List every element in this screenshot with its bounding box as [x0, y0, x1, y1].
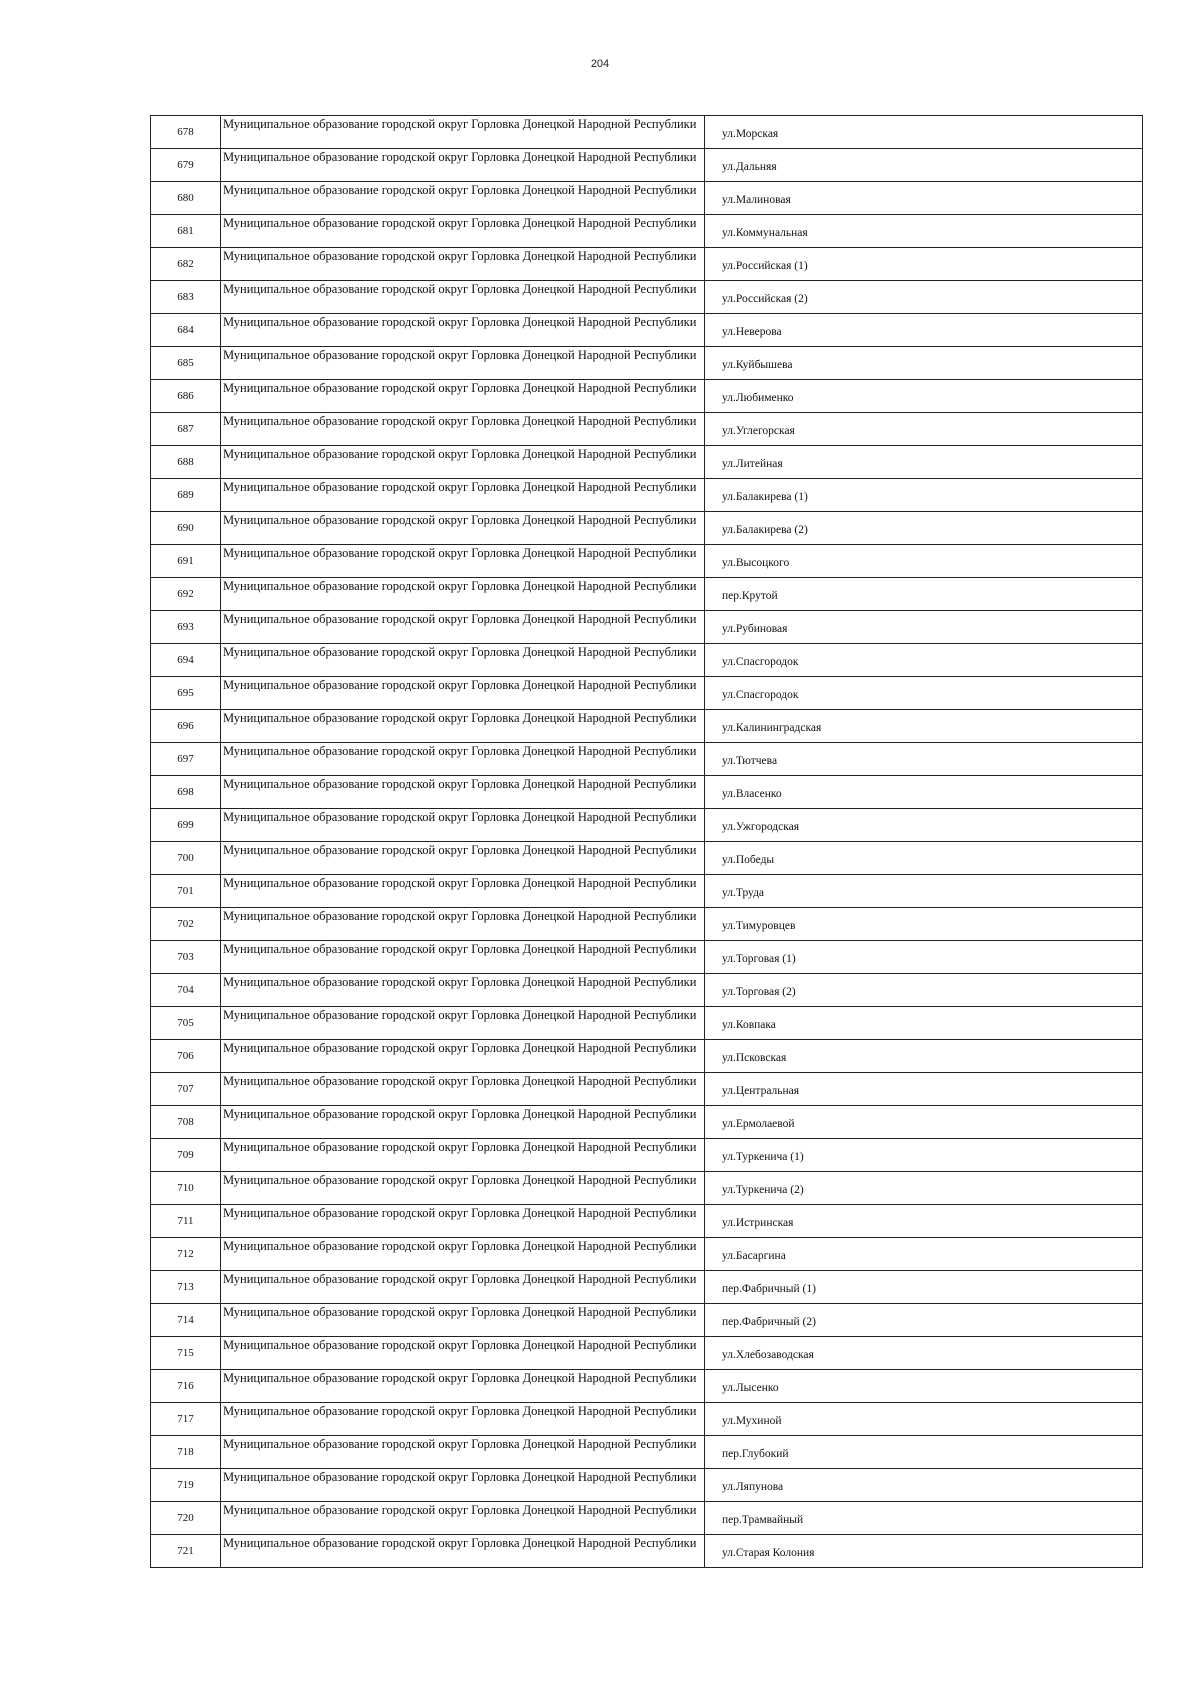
table-row: [151, 182, 1143, 215]
municipality-name: Муниципальное образование городской округ Горловка Донецкой Народной Республики: [221, 1304, 705, 1337]
municipality-name: Муниципальное образование городской округ Горловка Донецкой Народной Республики: [221, 776, 705, 809]
street-name: ул.Псковская: [705, 1040, 1143, 1073]
table-row: [151, 314, 1143, 347]
street-name: ул.Калининградская: [705, 710, 1143, 743]
street-name: ул.Тимуровцев: [705, 908, 1143, 941]
table-body: [151, 116, 1143, 1568]
municipality-name: Муниципальное образование городской округ Горловка Донецкой Народной Республики: [221, 1502, 705, 1535]
municipality-name: Муниципальное образование городской округ Горловка Донецкой Народной Республики: [221, 1337, 705, 1370]
municipality-name: Муниципальное образование городской округ Горловка Донецкой Народной Республики: [221, 1370, 705, 1403]
page-number: 204: [590, 58, 610, 70]
table-row: [151, 1535, 1143, 1568]
municipality-name: Муниципальное образование городской округ Горловка Донецкой Народной Республики: [221, 1271, 705, 1304]
street-name: ул.Морская: [705, 116, 1143, 149]
municipality-name: Муниципальное образование городской округ Горловка Донецкой Народной Республики: [221, 1139, 705, 1172]
row-number: 711: [151, 1205, 221, 1238]
municipality-name: Муниципальное образование городской округ Горловка Донецкой Народной Республики: [221, 1040, 705, 1073]
municipality-name: Муниципальное образование городской округ Горловка Донецкой Народной Республики: [221, 875, 705, 908]
municipality-name: Муниципальное образование городской округ Горловка Донецкой Народной Республики: [221, 644, 705, 677]
street-name: ул.Туркенича (1): [705, 1139, 1143, 1172]
row-number: 717: [151, 1403, 221, 1436]
municipality-name: Муниципальное образование городской округ Горловка Донецкой Народной Республики: [221, 1403, 705, 1436]
row-number: 697: [151, 743, 221, 776]
street-name: ул.Победы: [705, 842, 1143, 875]
row-number: 708: [151, 1106, 221, 1139]
row-number: 706: [151, 1040, 221, 1073]
table-row: [151, 875, 1143, 908]
row-number: 687: [151, 413, 221, 446]
table-row: [151, 611, 1143, 644]
table-row: [151, 248, 1143, 281]
row-number: 686: [151, 380, 221, 413]
row-number: 703: [151, 941, 221, 974]
table-row: [151, 677, 1143, 710]
row-number: 700: [151, 842, 221, 875]
row-number: 721: [151, 1535, 221, 1568]
table-row: [151, 941, 1143, 974]
street-name: ул.Ляпунова: [705, 1469, 1143, 1502]
street-name: пер.Крутой: [705, 578, 1143, 611]
street-name: пер.Глубокий: [705, 1436, 1143, 1469]
municipality-name: Муниципальное образование городской округ Горловка Донецкой Народной Республики: [221, 677, 705, 710]
street-name: ул.Углегорская: [705, 413, 1143, 446]
table-row: [151, 1172, 1143, 1205]
table-row: [151, 578, 1143, 611]
municipality-name: Муниципальное образование городской округ Горловка Донецкой Народной Республики: [221, 446, 705, 479]
table-row: [151, 743, 1143, 776]
municipality-name: Муниципальное образование городской округ Горловка Донецкой Народной Республики: [221, 479, 705, 512]
municipality-name: Муниципальное образование городской округ Горловка Донецкой Народной Республики: [221, 809, 705, 842]
street-name: ул.Балакирева (2): [705, 512, 1143, 545]
row-number: 716: [151, 1370, 221, 1403]
row-number: 679: [151, 149, 221, 182]
municipality-name: Муниципальное образование городской округ Горловка Донецкой Народной Республики: [221, 1436, 705, 1469]
street-name: ул.Любименко: [705, 380, 1143, 413]
street-name: ул.Куйбышева: [705, 347, 1143, 380]
street-name: ул.Тютчева: [705, 743, 1143, 776]
table-row: [151, 842, 1143, 875]
table-row: [151, 1073, 1143, 1106]
table-row: [151, 809, 1143, 842]
row-number: 709: [151, 1139, 221, 1172]
street-name: ул.Труда: [705, 875, 1143, 908]
street-name: ул.Российская (2): [705, 281, 1143, 314]
table-row: [151, 413, 1143, 446]
table-row: [151, 1502, 1143, 1535]
table-row: [151, 1304, 1143, 1337]
street-name: ул.Спасгородок: [705, 677, 1143, 710]
row-number: 707: [151, 1073, 221, 1106]
row-number: 710: [151, 1172, 221, 1205]
municipality-name: Муниципальное образование городской округ Горловка Донецкой Народной Республики: [221, 578, 705, 611]
street-name: пер.Фабричный (2): [705, 1304, 1143, 1337]
municipality-name: Муниципальное образование городской округ Горловка Донецкой Народной Республики: [221, 1106, 705, 1139]
row-number: 692: [151, 578, 221, 611]
municipality-name: Муниципальное образование городской округ Горловка Донецкой Народной Республики: [221, 710, 705, 743]
table-row: [151, 776, 1143, 809]
row-number: 702: [151, 908, 221, 941]
municipality-name: Муниципальное образование городской округ Горловка Донецкой Народной Республики: [221, 281, 705, 314]
municipality-name: Муниципальное образование городской округ Горловка Донецкой Народной Республики: [221, 413, 705, 446]
table-row: [151, 1238, 1143, 1271]
street-name: ул.Власенко: [705, 776, 1143, 809]
street-name: ул.Истринская: [705, 1205, 1143, 1238]
street-name: ул.Балакирева (1): [705, 479, 1143, 512]
municipality-name: Муниципальное образование городской округ Горловка Донецкой Народной Республики: [221, 941, 705, 974]
street-name: ул.Ужгородская: [705, 809, 1143, 842]
table-row: [151, 281, 1143, 314]
row-number: 678: [151, 116, 221, 149]
table-row: [151, 1106, 1143, 1139]
row-number: 718: [151, 1436, 221, 1469]
row-number: 683: [151, 281, 221, 314]
table-row: [151, 512, 1143, 545]
row-number: 713: [151, 1271, 221, 1304]
table-row: [151, 116, 1143, 149]
table-row: [151, 1370, 1143, 1403]
street-name: ул.Рубиновая: [705, 611, 1143, 644]
municipality-name: Муниципальное образование городской округ Горловка Донецкой Народной Республики: [221, 314, 705, 347]
table-row: [151, 1469, 1143, 1502]
document-table: [150, 115, 1143, 1568]
street-name: ул.Неверова: [705, 314, 1143, 347]
street-name: ул.Туркенича (2): [705, 1172, 1143, 1205]
street-name: пер.Фабричный (1): [705, 1271, 1143, 1304]
table-row: [151, 545, 1143, 578]
street-name: ул.Литейная: [705, 446, 1143, 479]
street-name: ул.Торговая (2): [705, 974, 1143, 1007]
row-number: 694: [151, 644, 221, 677]
municipality-name: Муниципальное образование городской округ Горловка Донецкой Народной Республики: [221, 545, 705, 578]
street-name: ул.Российская (1): [705, 248, 1143, 281]
row-number: 680: [151, 182, 221, 215]
table-row: [151, 1007, 1143, 1040]
row-number: 704: [151, 974, 221, 1007]
street-name: ул.Коммунальная: [705, 215, 1143, 248]
row-number: 698: [151, 776, 221, 809]
row-number: 684: [151, 314, 221, 347]
street-name: ул.Малиновая: [705, 182, 1143, 215]
municipality-name: Муниципальное образование городской округ Горловка Донецкой Народной Республики: [221, 512, 705, 545]
municipality-name: Муниципальное образование городской округ Горловка Донецкой Народной Республики: [221, 611, 705, 644]
row-number: 719: [151, 1469, 221, 1502]
street-name: ул.Спасгородок: [705, 644, 1143, 677]
table-row: [151, 1337, 1143, 1370]
row-number: 701: [151, 875, 221, 908]
row-number: 685: [151, 347, 221, 380]
municipality-name: Муниципальное образование городской округ Горловка Донецкой Народной Республики: [221, 149, 705, 182]
municipality-name: Муниципальное образование городской округ Горловка Донецкой Народной Республики: [221, 1205, 705, 1238]
row-number: 720: [151, 1502, 221, 1535]
municipality-name: Муниципальное образование городской округ Горловка Донецкой Народной Республики: [221, 743, 705, 776]
table-row: [151, 710, 1143, 743]
row-number: 695: [151, 677, 221, 710]
row-number: 705: [151, 1007, 221, 1040]
row-number: 689: [151, 479, 221, 512]
row-number: 690: [151, 512, 221, 545]
table-row: [151, 1040, 1143, 1073]
street-name: ул.Старая Колония: [705, 1535, 1143, 1568]
table-row: [151, 1205, 1143, 1238]
municipality-name: Муниципальное образование городской округ Горловка Донецкой Народной Республики: [221, 1172, 705, 1205]
table-row: [151, 380, 1143, 413]
table-row: [151, 1139, 1143, 1172]
street-name: ул.Дальняя: [705, 149, 1143, 182]
municipality-name: Муниципальное образование городской округ Горловка Донецкой Народной Республики: [221, 248, 705, 281]
row-number: 699: [151, 809, 221, 842]
municipality-name: Муниципальное образование городской округ Горловка Донецкой Народной Республики: [221, 842, 705, 875]
street-name: ул.Высоцкого: [705, 545, 1143, 578]
table-row: [151, 644, 1143, 677]
street-name: ул.Лысенко: [705, 1370, 1143, 1403]
row-number: 712: [151, 1238, 221, 1271]
table-row: [151, 974, 1143, 1007]
street-name: ул.Ермолаевой: [705, 1106, 1143, 1139]
municipality-name: Муниципальное образование городской округ Горловка Донецкой Народной Республики: [221, 182, 705, 215]
table-row: [151, 1271, 1143, 1304]
street-name: пер.Трамвайный: [705, 1502, 1143, 1535]
table-row: [151, 1436, 1143, 1469]
table-row: [151, 1403, 1143, 1436]
street-name: ул.Басаргина: [705, 1238, 1143, 1271]
municipality-name: Муниципальное образование городской округ Горловка Донецкой Народной Республики: [221, 908, 705, 941]
municipality-name: Муниципальное образование городской округ Горловка Донецкой Народной Республики: [221, 1238, 705, 1271]
municipality-name: Муниципальное образование городской округ Горловка Донецкой Народной Республики: [221, 1073, 705, 1106]
row-number: 714: [151, 1304, 221, 1337]
street-name: ул.Хлебозаводская: [705, 1337, 1143, 1370]
street-name: ул.Центральная: [705, 1073, 1143, 1106]
table-row: [151, 479, 1143, 512]
table-row: [151, 347, 1143, 380]
street-name: ул.Ковпака: [705, 1007, 1143, 1040]
municipality-name: Муниципальное образование городской округ Горловка Донецкой Народной Республики: [221, 380, 705, 413]
row-number: 691: [151, 545, 221, 578]
table-row: [151, 908, 1143, 941]
table-row: [151, 149, 1143, 182]
street-name: ул.Торговая (1): [705, 941, 1143, 974]
municipality-name: Муниципальное образование городской округ Горловка Донецкой Народной Республики: [221, 347, 705, 380]
row-number: 693: [151, 611, 221, 644]
street-name: ул.Мухиной: [705, 1403, 1143, 1436]
municipality-name: Муниципальное образование городской округ Горловка Донецкой Народной Республики: [221, 1469, 705, 1502]
row-number: 696: [151, 710, 221, 743]
row-number: 682: [151, 248, 221, 281]
municipality-name: Муниципальное образование городской округ Горловка Донецкой Народной Республики: [221, 974, 705, 1007]
row-number: 681: [151, 215, 221, 248]
row-number: 715: [151, 1337, 221, 1370]
municipality-name: Муниципальное образование городской округ Горловка Донецкой Народной Республики: [221, 1535, 705, 1568]
table-row: [151, 446, 1143, 479]
row-number: 688: [151, 446, 221, 479]
municipality-name: Муниципальное образование городской округ Горловка Донецкой Народной Республики: [221, 215, 705, 248]
municipality-name: Муниципальное образование городской округ Горловка Донецкой Народной Республики: [221, 1007, 705, 1040]
table-row: [151, 215, 1143, 248]
municipality-name: Муниципальное образование городской округ Горловка Донецкой Народной Республики: [221, 116, 705, 149]
